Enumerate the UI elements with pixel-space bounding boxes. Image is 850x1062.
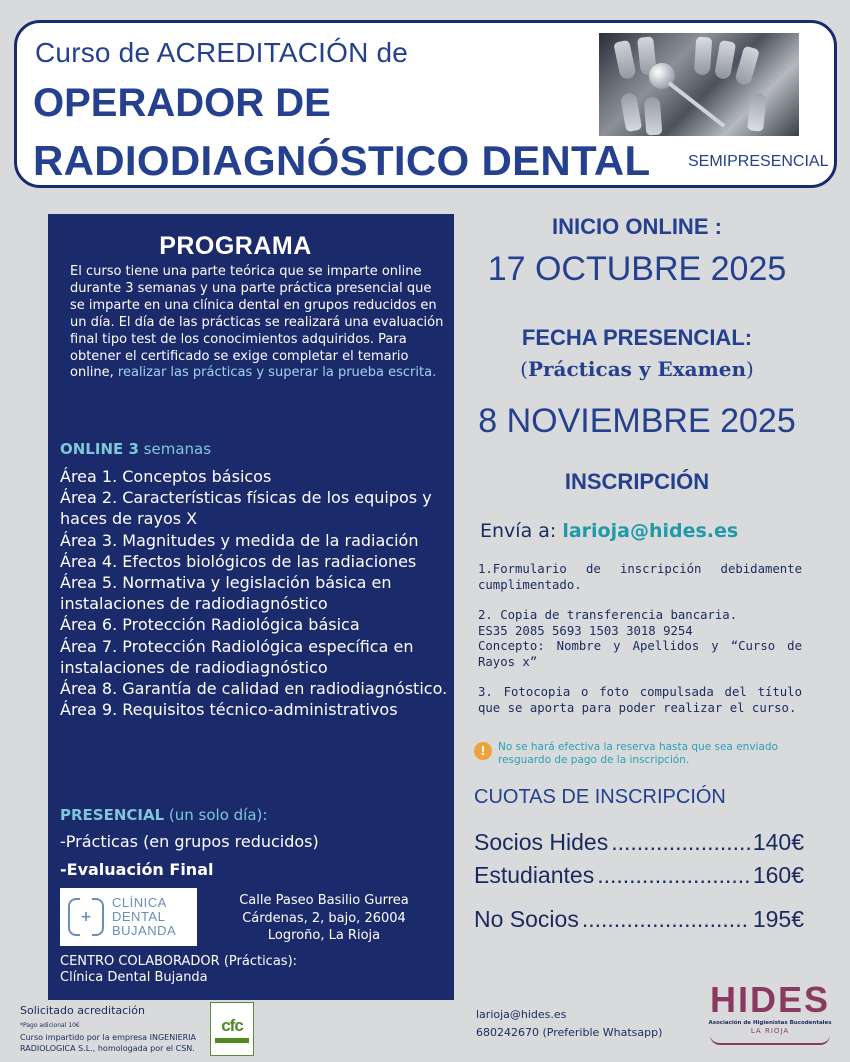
clinic-logo [60, 888, 197, 946]
cfc-logo-text: cfc [221, 1015, 243, 1035]
program-title: PROGRAMA [159, 232, 312, 260]
program-description-main: El curso tiene una parte teórica que se imparte online durante 3 semanas y una parte práctica presencial que se imparte en una clínica dental en grupos reducidos en un día. El día de las prácticas se realizará una evaluación final tipo test de los conocimientos adquiridos. Para obtener el certificado se exige completar el temario online, [70, 264, 444, 381]
payment-warning [474, 741, 818, 766]
step-transfer-iban: ES35 2085 5693 1503 3018 9254 [478, 623, 693, 638]
hides-smile-icon [710, 1035, 830, 1045]
presencial-item-practices: -Prácticas (en grupos reducidos) [60, 832, 319, 851]
start-heading: INICIO ONLINE : [552, 214, 722, 239]
online-label: ONLINE 3 [60, 440, 139, 458]
program-description [70, 264, 450, 382]
step-transfer-title: 2. Copia de transferencia bancaria. [478, 608, 738, 622]
area-item: Área 2. Características físicas de los equipos y haces de rayos X [60, 488, 432, 529]
presencial-item-evaluation: -Evaluación Final [60, 860, 214, 879]
area-item: Área 7. Protección Radiológica específica en instalaciones de radiodiagnóstico [60, 636, 414, 677]
area-item: Área 8. Garantía de calidad en radiodiagnóstico. [60, 679, 448, 699]
area-item: Área 9. Requisitos técnico-administrativos [60, 700, 398, 720]
step-title-copy: 3. Fotocopia o foto compulsada del título que se aporta para poder realizar el curso. [478, 685, 802, 715]
course-subtitle: Curso de ACREDITACIÓN de [35, 37, 409, 68]
contact-email-link[interactable]: larioja@hides.es [476, 1008, 567, 1021]
send-to-label: Envía a: [480, 520, 563, 542]
course-modality: SEMIPRESENCIAL [688, 153, 829, 170]
clinic-logo-line3: BUJANDA [112, 923, 177, 938]
fee-row [474, 862, 804, 889]
registration-email-link[interactable]: larioja@hides.es [562, 520, 739, 542]
online-heading [60, 440, 211, 458]
collaborator-info [60, 954, 297, 986]
paren-open: ( [520, 357, 528, 381]
presencial-heading [60, 806, 267, 824]
area-item: Área 1. Conceptos básicos [60, 467, 272, 486]
program-description-highlight: realizar las prácticas y superar la prueba escrita. [117, 365, 437, 381]
area-item: Área 3. Magnitudes y medida de la radiación [60, 530, 419, 550]
area-item: Área 5. Normativa y legislación básica en instalaciones de radiodiagnóstico [60, 573, 392, 614]
contact-info [476, 1006, 662, 1042]
start-date: 17 OCTUBRE 2025 [487, 250, 787, 288]
areas-list [60, 466, 452, 720]
clinic-address: Calle Paseo Basilio Gurrea Cárdenas, 2, bajo, 26004 Logroño, La Rioja [239, 893, 409, 943]
collaborator-label: CENTRO COLABORADOR (Prácticas): [60, 954, 298, 969]
step-transfer [478, 608, 802, 670]
inperson-date: 8 NOVIEMBRE 2025 [478, 402, 796, 440]
clinic-logo-text [112, 896, 176, 938]
hides-logo [705, 979, 835, 1045]
area-item: Área 4. Efectos biológicos de las radiaciones [60, 551, 417, 571]
fee-price: 140€ [752, 829, 804, 855]
fee-name: Estudiantes [474, 862, 595, 888]
fee-name: Socios Hides [474, 829, 609, 855]
send-to [480, 520, 738, 542]
course-title-line2: RADIODIAGNÓSTICO DENTAL [33, 137, 651, 184]
registration-steps [478, 562, 802, 731]
step-transfer-concept: Concepto: Nombre y Apellidos y “Curso de Rayos x” [478, 639, 802, 669]
hides-logo-subtitle: Asociación de Higienistas Bucodentales [708, 1020, 832, 1026]
registration-heading: INSCRIPCIÓN [564, 469, 710, 494]
cfc-logo [210, 1002, 254, 1056]
presencial-note: (un solo día): [164, 806, 268, 824]
clinic-logo-line1: CLÍNICA [112, 895, 167, 910]
inperson-subheading [462, 357, 812, 381]
dental-xray-image [599, 33, 799, 136]
header-box [14, 20, 837, 188]
exclamation-icon: ! [474, 742, 492, 760]
fee-price: 160€ [752, 862, 804, 888]
course-title-line1: OPERADOR DE [33, 81, 331, 125]
warning-text: No se hará efectiva la reserva hasta que sea enviado resguardo de pago de la inscripción. [498, 741, 778, 766]
area-item: Área 6. Protección Radiológica básica [60, 615, 360, 635]
accreditation-note: Solicitado acreditación [20, 1004, 145, 1017]
hides-logo-word: HIDES [709, 979, 831, 1020]
clinic-logo-line2: DENTAL [112, 909, 166, 924]
paren-close: ) [746, 357, 754, 381]
fees-heading: CUOTAS DE INSCRIPCIÓN [474, 786, 726, 808]
collaborator-name: Clínica Dental Bujanda [60, 970, 208, 985]
inperson-heading: FECHA PRESENCIAL: [521, 325, 753, 350]
clinic-bracket-icon: + [66, 894, 106, 940]
hides-logo-region: LA RIOJA [750, 1027, 790, 1035]
fee-row [474, 829, 804, 856]
inperson-sub-text: Prácticas y Examen [527, 357, 747, 381]
presencial-label: PRESENCIAL [60, 806, 165, 824]
contact-phone: 680242670 (Preferible Whatsapp) [476, 1026, 663, 1039]
fee-name: No Socios [474, 906, 579, 932]
fee-price: 195€ [752, 906, 804, 932]
program-panel [48, 214, 454, 1000]
fee-row [474, 906, 804, 933]
online-weeks: semanas [138, 440, 212, 458]
imparted-by-note: Curso impartido por la empresa INGENIERIA RADIOLOGICA S.L., homologada por el CSN. [20, 1033, 197, 1053]
step-form: 1.Formulario de inscripción debidamente cumplimentado. [478, 562, 802, 592]
extra-fee-note: *Pago adicional 10€ [20, 1022, 80, 1029]
